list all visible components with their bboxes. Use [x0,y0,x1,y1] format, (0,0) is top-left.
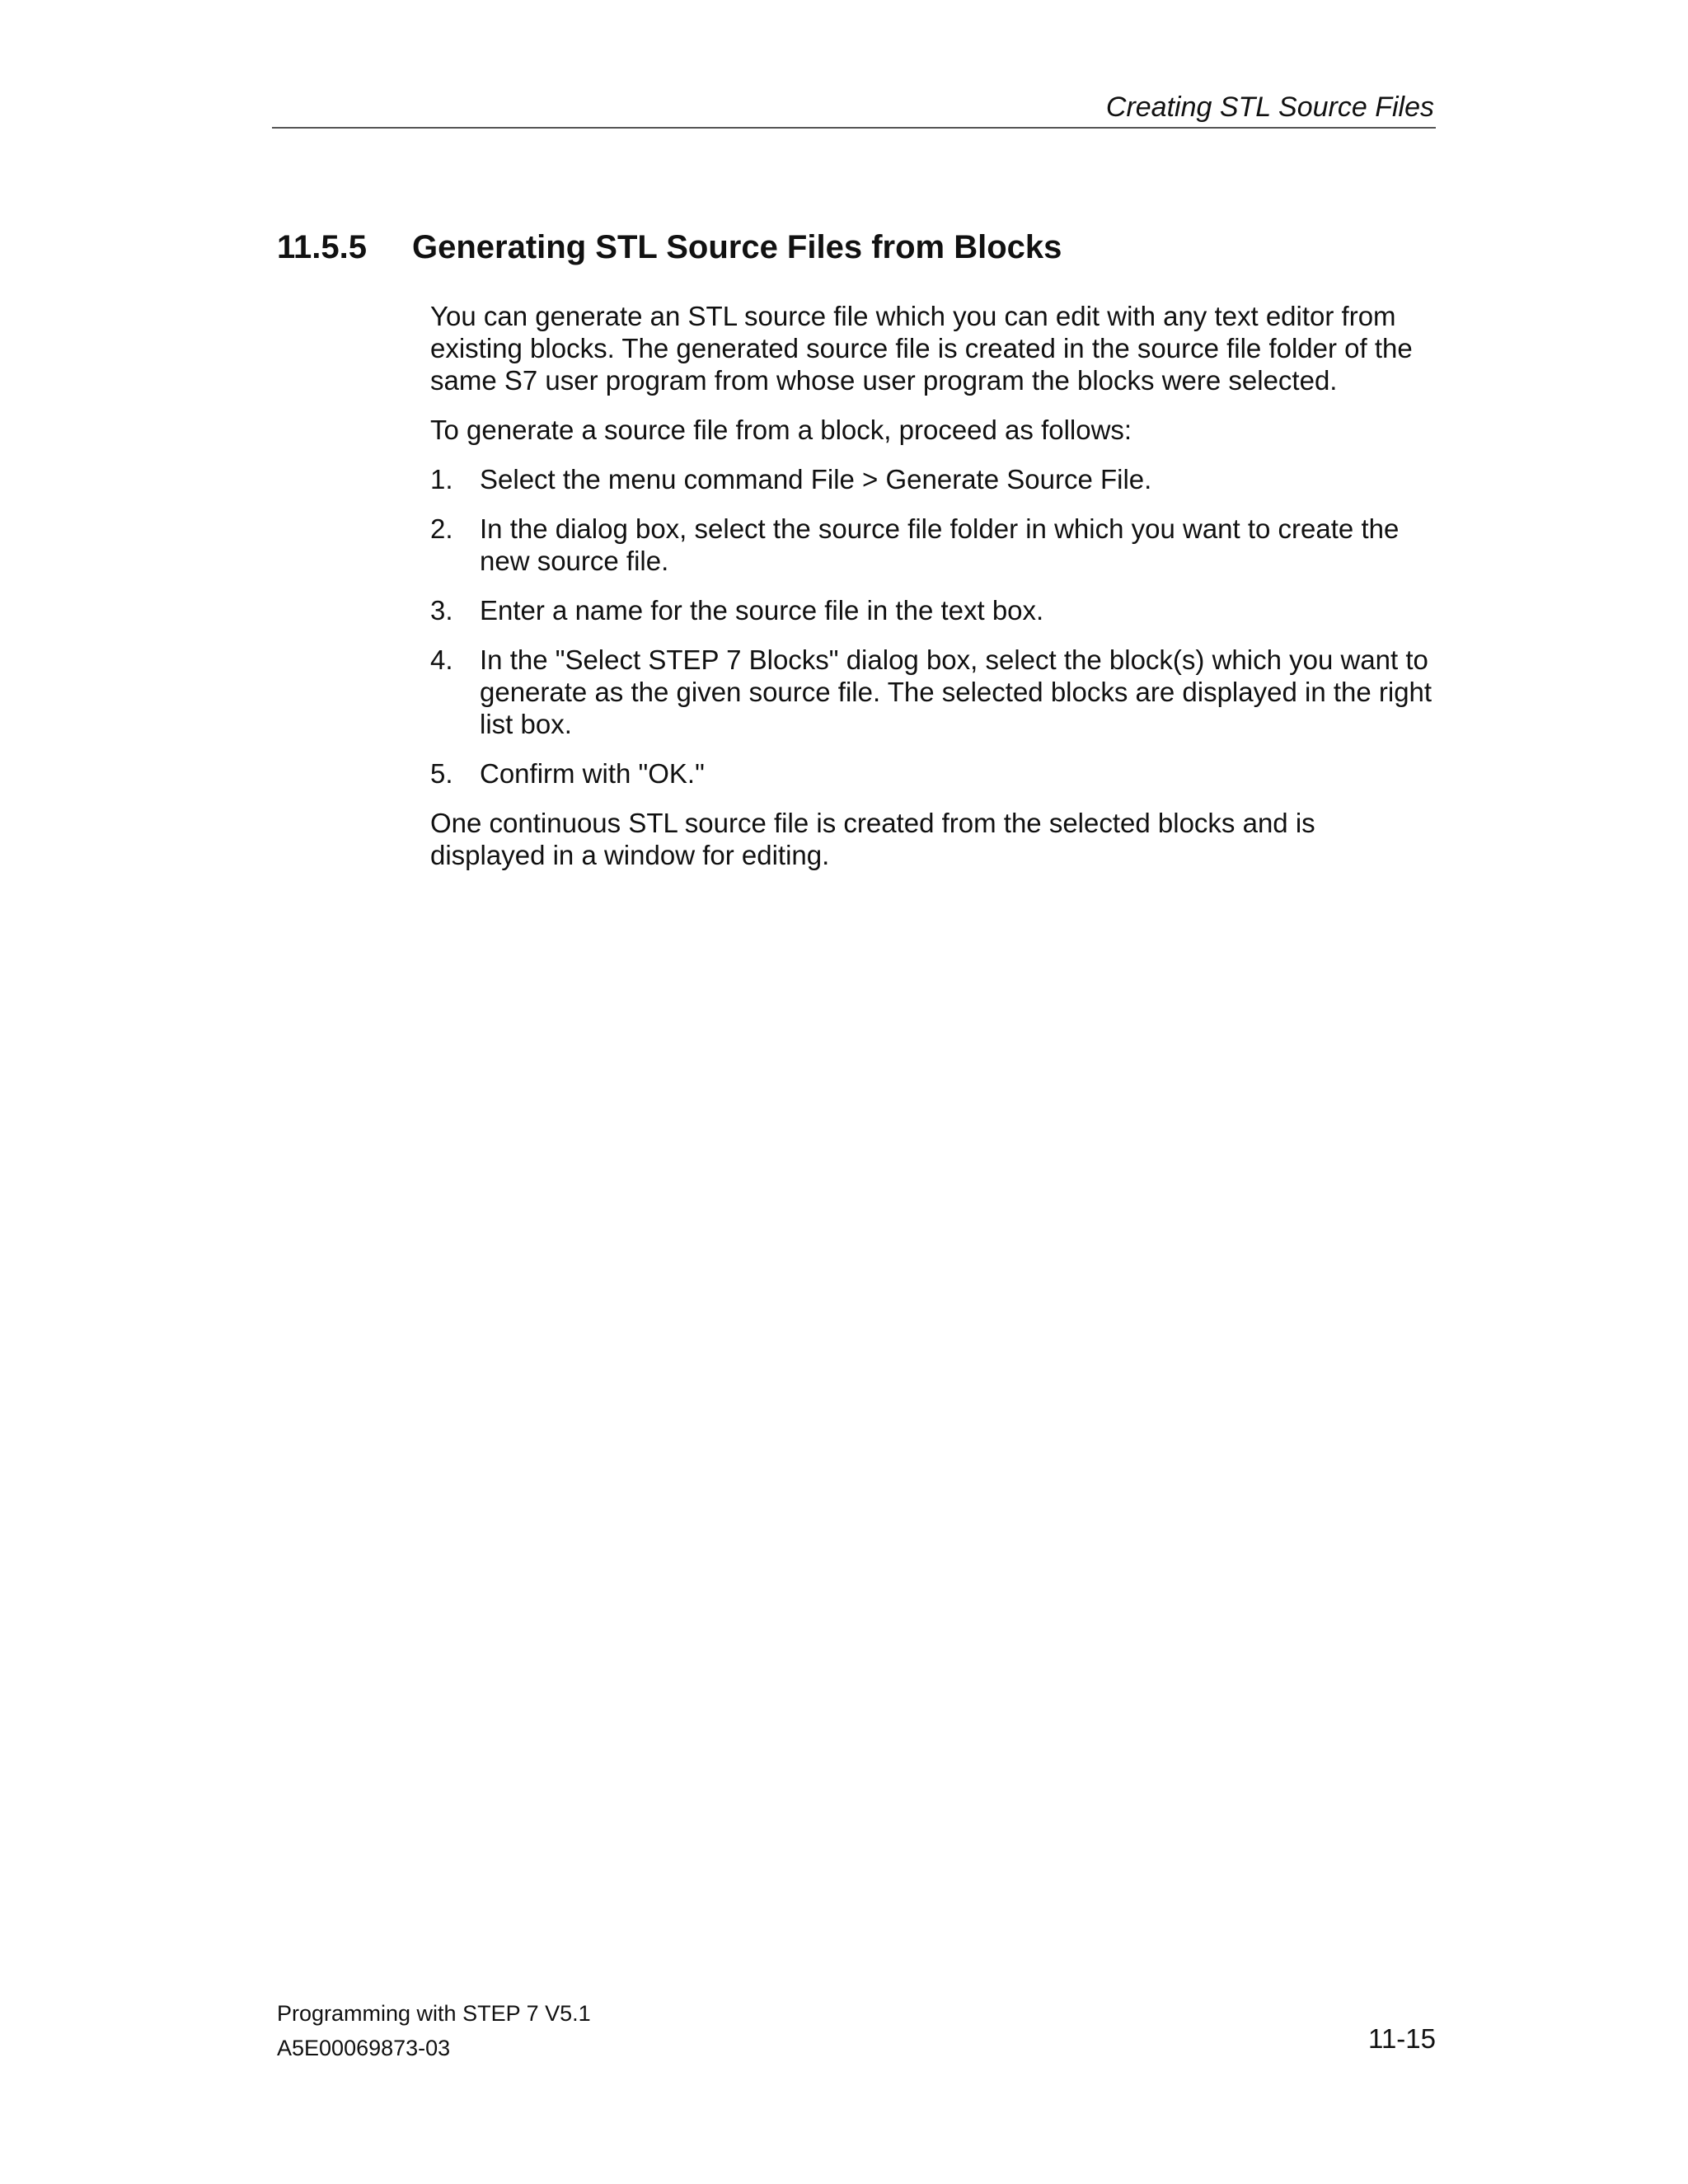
step-text: Enter a name for the source file in the text box. [480,595,1044,626]
header-rule [272,127,1436,129]
step-number: 5. [430,758,453,789]
procedure-steps [430,463,1436,790]
procedure-lead: To generate a source file from a block, proceed as follows: [430,415,1132,445]
step-text: Confirm with "OK." [480,758,705,789]
step-number: 4. [430,644,453,675]
step-item [430,513,1436,577]
intro-paragraph: You can generate an STL source file which you can edit with any text editor from existing blocks. The generated source file is created in the source file folder of the same S7 user program from whose user program the blocks were selected. [430,301,1413,396]
step-number: 3. [430,595,453,626]
step-item [430,644,1436,740]
manual-title: Programming with STEP 7 V5.1 [277,2001,591,2026]
step-item [430,594,1436,626]
section-heading [277,227,1062,267]
step-item [430,463,1436,495]
step-text: In the "Select STEP 7 Blocks" dialog box, select the block(s) which you want to generate as the given source file. The selected blocks are displayed in the right list box. [480,644,1432,739]
running-header: Creating STL Source Files [1105,91,1434,123]
step-item [430,757,1436,790]
section-body [430,300,1436,888]
step-text: Select the menu command File > Generate Source File. [480,464,1152,494]
step-number: 1. [430,464,453,494]
step-text: In the dialog box, select the source file folder in which you want to create the new source file. [480,513,1400,576]
section-title: Generating STL Source Files from Blocks [412,229,1062,265]
footer-manual-info [277,1996,591,2065]
section-number: 11.5.5 [277,229,368,265]
step-number: 2. [430,513,453,544]
order-number: A5E00069873-03 [277,2036,451,2060]
page-number: 11-15 [1368,2023,1436,2054]
result-paragraph: One continuous STL source file is created from the selected blocks and is displayed in a window for editing. [430,808,1315,870]
